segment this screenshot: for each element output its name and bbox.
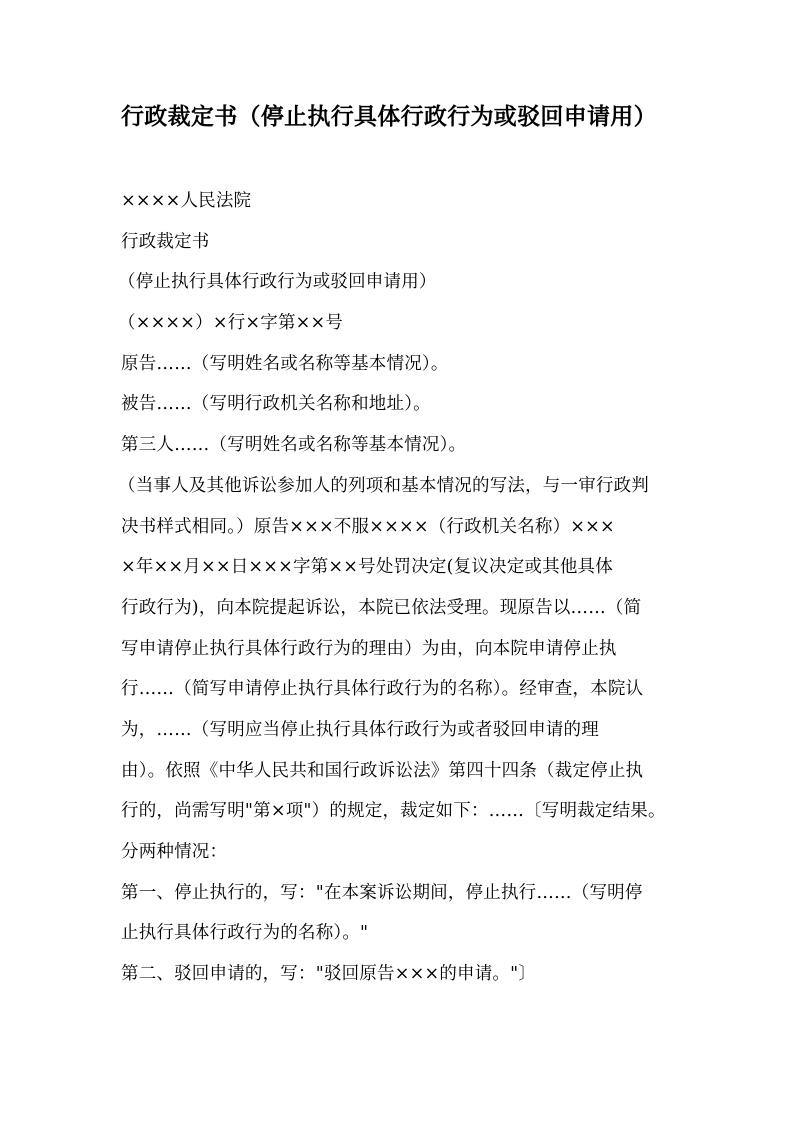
document-body xyxy=(118,181,681,995)
body-paragraph-line: 写申请停止执行具体行政行为的理由）为由，向本院申请停止执 xyxy=(121,638,617,659)
body-paragraph-line: 行政行为)，向本院提起诉讼，本院已依法受理。现原告以……（简 xyxy=(121,597,642,618)
case-one-line: 止执行具体行政行为的名称）。" xyxy=(121,923,369,944)
court-name-line: ××××人民法院 xyxy=(121,191,252,211)
body-paragraph-line: 由）。依照《中华人民共和国行政诉讼法》第四十四条（裁定停止执 xyxy=(121,760,644,781)
body-paragraph-line: 行……（简写申请停止执行具体行政行为的名称）。经审查，本院认 xyxy=(121,679,644,700)
defendant-line: 被告……（写明行政机关名称和地址）。 xyxy=(121,394,431,415)
document-title: 行政裁定书（停止执行具体行政行为或驳回申请用） xyxy=(121,103,657,130)
body-paragraph-line: 行的，尚需写明"第×项"）的规定，裁定如下：……〔写明裁定结果。 xyxy=(121,801,666,822)
body-paragraph-line: 分两种情况： xyxy=(121,842,228,862)
body-paragraph-line: 为，……（写明应当停止执行具体行政行为或者驳回申请的理 xyxy=(121,719,599,740)
ruling-heading-line: 行政裁定书 xyxy=(121,231,210,252)
body-paragraph-line: ×年××月××日×××字第××号处罚决定(复议决定或其他具体 xyxy=(121,557,613,578)
case-two-line: 第二、驳回申请的，写："驳回原告×××的申请。"〕 xyxy=(121,964,537,985)
case-one-line: 第一、停止执行的，写："在本案诉讼期间，停止执行……（写明停 xyxy=(121,882,643,903)
body-paragraph-line: （当事人及其他诉讼参加人的列项和基本情况的写法，与一审行政判 xyxy=(118,475,649,496)
case-number-line: （××××）×行×字第××号 xyxy=(118,313,344,334)
ruling-subheading-line: （停止执行具体行政行为或驳回申请用） xyxy=(118,272,437,293)
third-party-line: 第三人……（写明姓名或名称等基本情况）。 xyxy=(121,435,467,456)
plaintiff-line: 原告……（写明姓名或名称等基本情况）。 xyxy=(121,353,449,374)
body-paragraph-line: 决书样式相同。）原告×××不服××××（行政机关名称）××× xyxy=(121,516,615,537)
